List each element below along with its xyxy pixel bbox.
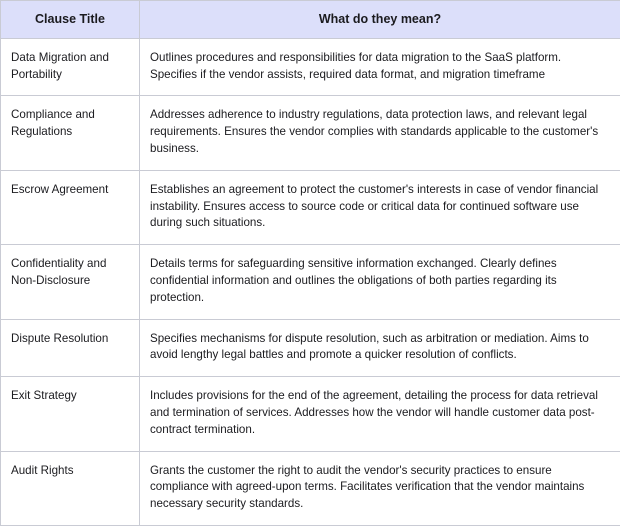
table-row	[1, 38, 620, 96]
table-body	[1, 38, 620, 525]
cell-clause-title: Data Migration and Portability	[1, 38, 140, 96]
column-header-meaning: What do they mean?	[140, 1, 620, 39]
cell-clause-title: Confidentiality and Non-Disclosure	[1, 245, 140, 319]
table-row	[1, 377, 620, 451]
table-row	[1, 319, 620, 377]
cell-clause-title: Dispute Resolution	[1, 319, 140, 377]
column-header-clause-title: Clause Title	[1, 1, 140, 39]
cell-clause-title: Exit Strategy	[1, 377, 140, 451]
cell-clause-meaning: Specifies mechanisms for dispute resolution, such as arbitration or mediation. Aims to avoid lengthy legal battles and promote a quicker resolution of conflicts.	[140, 319, 620, 377]
table-row	[1, 96, 620, 170]
table-row	[1, 451, 620, 525]
cell-clause-meaning: Includes provisions for the end of the agreement, detailing the process for data retrieval and termination of services. Addresses how the vendor will handle customer data post-contract termination.	[140, 377, 620, 451]
table-header-row	[1, 1, 620, 39]
cell-clause-title: Compliance and Regulations	[1, 96, 140, 170]
cell-clause-meaning: Addresses adherence to industry regulations, data protection laws, and relevant legal requirements. Ensures the vendor complies with standards applicable to the customer's business.	[140, 96, 620, 170]
cell-clause-title: Escrow Agreement	[1, 170, 140, 244]
cell-clause-meaning: Outlines procedures and responsibilities for data migration to the SaaS platform. Specifies if the vendor assists, required data format, and migration timeframe	[140, 38, 620, 96]
cell-clause-meaning: Establishes an agreement to protect the customer's interests in case of vendor financial instability. Ensures access to source code or critical data for continued software use during such situations.	[140, 170, 620, 244]
table-row	[1, 245, 620, 319]
table-header	[1, 1, 620, 39]
cell-clause-meaning: Details terms for safeguarding sensitive information exchanged. Clearly defines confidential information and outlines the obligations of both parties regarding its protection.	[140, 245, 620, 319]
cell-clause-meaning: Grants the customer the right to audit the vendor's security practices to ensure compliance with agreed-upon terms. Facilitates verification that the vendor maintains necessary security standards.	[140, 451, 620, 525]
cell-clause-title: Audit Rights	[1, 451, 140, 525]
table-row	[1, 170, 620, 244]
